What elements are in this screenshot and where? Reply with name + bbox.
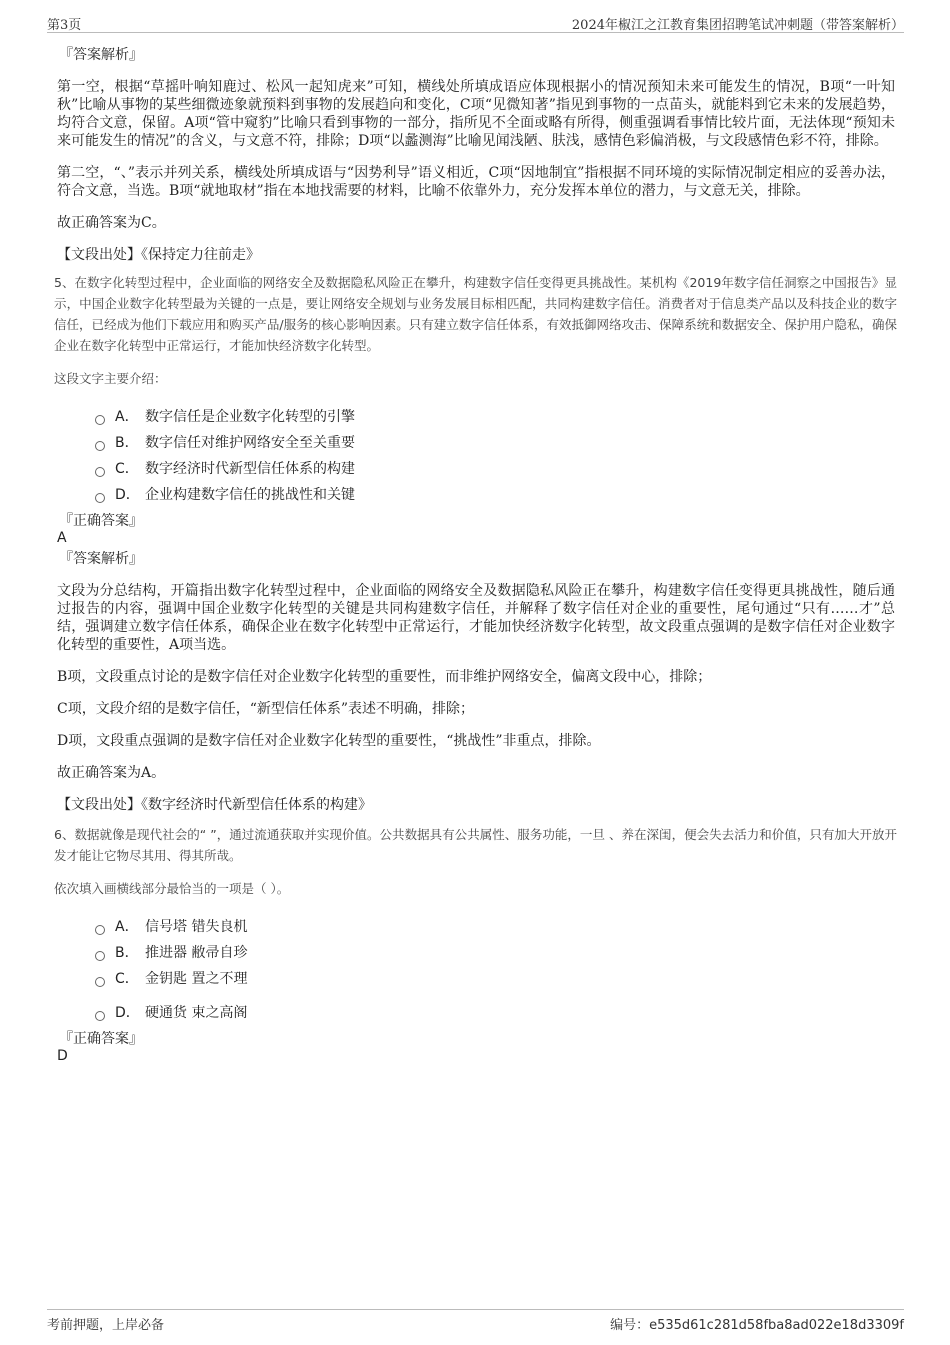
- correct-answer-label: 『正确答案』: [59, 513, 143, 529]
- option-text: 推进器 敝帚自珍: [145, 945, 248, 961]
- conclusion: 故正确答案为C。: [57, 215, 166, 231]
- option-letter: D．: [115, 1005, 140, 1021]
- page-number: 第3页: [47, 18, 82, 33]
- option-a[interactable]: [95, 914, 895, 940]
- question-5-options: [95, 404, 895, 508]
- option-text: 信号塔 错失良机: [145, 919, 248, 935]
- text-source: 【文段出处】《保持定力往前走》: [57, 247, 260, 263]
- analysis-label: 『答案解析』: [59, 551, 143, 567]
- page-content: [54, 46, 897, 1068]
- option-text: 金钥匙 置之不理: [145, 971, 248, 987]
- option-a[interactable]: [95, 404, 895, 430]
- option-text: 数字信任是企业数字化转型的引擎: [145, 409, 355, 425]
- page-footer: [47, 1309, 904, 1332]
- option-letter: C．: [115, 461, 139, 477]
- option-letter: A．: [115, 919, 139, 935]
- document-id-label: 编号：: [610, 1318, 650, 1333]
- option-d[interactable]: [95, 482, 895, 508]
- option-letter: A．: [115, 409, 139, 425]
- page-header: [47, 12, 904, 33]
- analysis-paragraph: C项，文段介绍的是数字信任，“新型信任体系”表述不明确，排除；: [57, 701, 475, 717]
- correct-answer: A: [57, 530, 67, 546]
- radio-button-icon[interactable]: [95, 493, 105, 503]
- correct-answer: D: [57, 1048, 68, 1064]
- option-b[interactable]: [95, 940, 895, 966]
- text-source: 【文段出处】《数字经济时代新型信任体系的构建》: [57, 797, 372, 813]
- analysis-paragraph: 文段为分总结构，开篇指出数字化转型过程中，企业面临的网络安全及数据隐私风险正在攀升，构建数字信任变得更具挑战性，随后通过报告的内容，强调中国企业数字化转型的关键是共同构建数字信任，并解释了数字信任对企业的重要性，尾句通过“只有……才”总结，强调建立数字信任体系，确保企业在数字化转型中正常运行，才能加快经济数字化转型，故文段重点强调的是数字信任对企业数字化转型的重要性，A项当选。: [57, 583, 895, 653]
- option-text: 数字经济时代新型信任体系的构建: [145, 461, 355, 477]
- option-letter: B．: [115, 945, 139, 961]
- document-title: 2024年椒江之江教育集团招聘笔试冲刺题（带答案解析）: [571, 18, 904, 33]
- analysis-paragraph: 第二空，“、”表示并列关系，横线处所填成语与“因势利导”语义相近，C项“因地制宜”指根据不同环境的实际情况制定相应的妥善办法，符合文意，当选。B项“就地取材”指在本地找需要的材料，比喻不依靠外力，充分发挥本单位的潜力，与文意无关，排除。: [57, 165, 895, 199]
- radio-button-icon[interactable]: [95, 951, 105, 961]
- analysis-paragraph: D项，文段重点强调的是数字信任对企业数字化转型的重要性，“挑战性”非重点，排除。: [57, 733, 601, 749]
- document-id: [610, 1314, 904, 1333]
- option-c[interactable]: [95, 456, 895, 482]
- conclusion: 故正确答案为A。: [57, 765, 166, 781]
- option-c[interactable]: [95, 966, 895, 992]
- document-id-value: e535d61c281d58fba8ad022e18d3309f: [649, 1318, 904, 1333]
- analysis-body: [57, 582, 895, 750]
- option-letter: C．: [115, 971, 139, 987]
- option-d[interactable]: [95, 1000, 895, 1026]
- option-text: 企业构建数字信任的挑战性和关键: [145, 487, 355, 503]
- radio-button-icon[interactable]: [95, 1011, 105, 1021]
- question-5-prompt: 这段文字主要介绍：: [54, 371, 167, 386]
- option-letter: B．: [115, 435, 139, 451]
- question-6-text: 6、数据就像是现代社会的“ ”，通过流通获取并实现价值。公共数据具有公共属性、服务功能，一旦 、养在深闺，便会失去活力和价值，只有加大开放开发才能让它物尽其用、得其所哉。: [54, 827, 897, 863]
- question-5-text: 5、在数字化转型过程中，企业面临的网络安全及数据隐私风险正在攀升，构建数字信任变得更具挑战性。某机构《2019年数字信任洞察之中国报告》显示，中国企业数字化转型最为关键的一点是，要让网络安全规划与业务发展目标相匹配，共同构建数字信任。消费者对于信息类产品以及科技企业的数字信任，已经成为他们下载应用和购买产品/服务的核心影响因素。只有建立数字信任体系，有效抵御网络攻击、保障系统和数据安全、保护用户隐私，确保企业在数字化转型中正常运行，才能加快经济数字化转型。: [54, 275, 897, 353]
- analysis-paragraph: 第一空，根据“草摇叶响知鹿过、松风一起知虎来”可知，横线处所填成语应体现根据小的情况预知未来可能发生的情况，B项“一叶知秋”比喻从事物的某些细微迹象就预料到事物的发展趋向和变化，C项“见微知著”指见到事物的一点苗头，就能料到它未来的发展趋势，均符合文意，保留。A项“管中窥豹”比喻只看到事物的一部分，指所见不全面或略有所得，侧重强调看事情比较片面，无法体现“预知未来可能发生的情况”的含义，与文意不符，排除；D项“以蠡测海”比喻见闻浅陋、肤浅，感情色彩偏消极，与文段感情色彩不符，排除。: [57, 79, 895, 149]
- analysis-label: 『答案解析』: [59, 47, 143, 63]
- analysis-paragraph: B项，文段重点讨论的是数字信任对企业数字化转型的重要性，而非维护网络安全，偏离文段中心，排除；: [57, 669, 712, 685]
- radio-button-icon[interactable]: [95, 977, 105, 987]
- option-text: 数字信任对维护网络安全至关重要: [145, 435, 355, 451]
- analysis-body: [57, 78, 895, 200]
- option-letter: D．: [115, 487, 140, 503]
- footer-slogan: 考前押题，上岸必备: [47, 1318, 165, 1333]
- option-b[interactable]: [95, 430, 895, 456]
- radio-button-icon[interactable]: [95, 415, 105, 425]
- radio-button-icon[interactable]: [95, 925, 105, 935]
- question-6-options: [95, 914, 895, 1026]
- question-6-prompt: 依次填入画横线部分最恰当的一项是（ ）。: [54, 881, 290, 896]
- radio-button-icon[interactable]: [95, 441, 105, 451]
- option-text: 硬通货 束之高阁: [145, 1005, 248, 1021]
- radio-button-icon[interactable]: [95, 467, 105, 477]
- correct-answer-label: 『正确答案』: [59, 1031, 143, 1047]
